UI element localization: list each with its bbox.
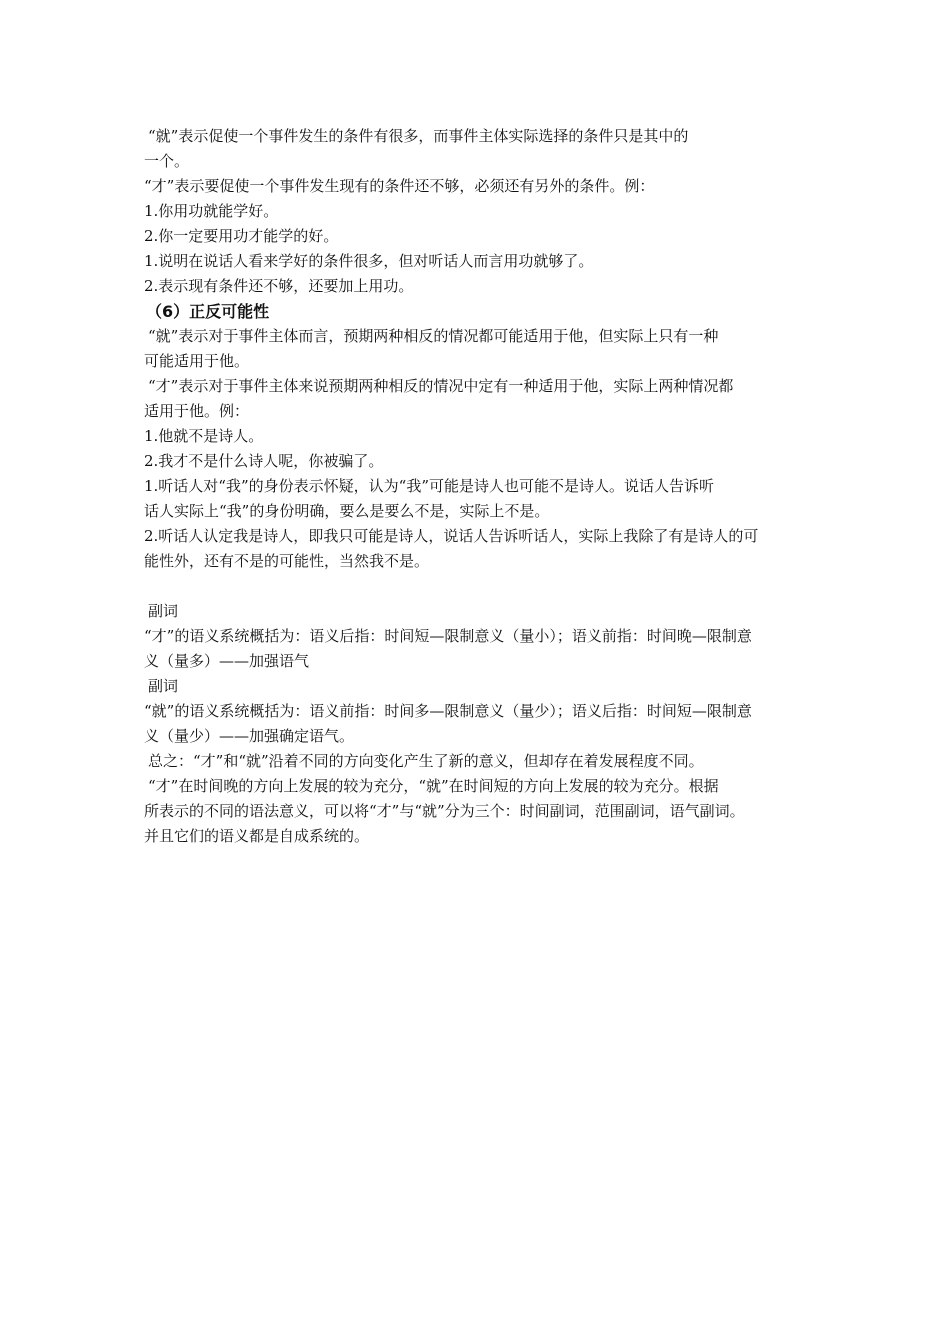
example-line: 2.我才不是什么诗人呢，你被骗了。 bbox=[144, 452, 384, 470]
paragraph-line: 可能适用于他。 bbox=[144, 352, 250, 370]
paragraph-line: 适用于他。例： bbox=[144, 402, 250, 420]
explanation-line: 2.听话人认定我是诗人，即我只可能是诗人，说话人告诉听话人，实际上我除了有是诗人的可 bbox=[144, 527, 759, 545]
paragraph-line: “才”表示要促使一个事件发生现有的条件还不够，必须还有另外的条件。例： bbox=[144, 177, 655, 195]
paragraph-line: 义（量少）——加强确定语气。 bbox=[144, 727, 355, 745]
example-line: 1.你用功就能学好。 bbox=[144, 202, 279, 220]
section-heading: （6）正反可能性 bbox=[146, 302, 270, 321]
paragraph-line: 义（量多）——加强语气 bbox=[144, 652, 310, 670]
term-label: 副词 bbox=[148, 602, 179, 620]
explanation-line: 1.听话人对“我”的身份表示怀疑，认为“我”可能是诗人也可能不是诗人。说话人告诉听 bbox=[144, 477, 714, 495]
document-body bbox=[144, 124, 824, 849]
example-line: 1.他就不是诗人。 bbox=[144, 427, 264, 445]
paragraph-line: “就”表示对于事件主体而言，预期两种相反的情况都可能适用于他，但实际上只有一种 bbox=[148, 327, 719, 345]
summary-line: 总之：“才”和“就”沿着不同的方向变化产生了新的意义，但却存在着发展程度不同。 bbox=[148, 752, 704, 770]
paragraph-line: “就”表示促使一个事件发生的条件有很多，而事件主体实际选择的条件只是其中的 bbox=[148, 127, 689, 145]
paragraph-line: “才”表示对于事件主体来说预期两种相反的情况中定有一种适用于他，实际上两种情况都 bbox=[148, 377, 734, 395]
explanation-line: 1.说明在说话人看来学好的条件很多，但对听话人而言用功就够了。 bbox=[144, 252, 594, 270]
paragraph-line: “才”的语义系统概括为：语义后指：时间短—限制意义（量小）；语义前指：时间晚—限制意 bbox=[144, 627, 752, 645]
summary-line: 所表示的不同的语法意义，可以将“才”与“就”分为三个：时间副词，范围副词，语气副词。 bbox=[144, 802, 745, 820]
paragraph-line: 一个。 bbox=[144, 152, 190, 170]
explanation-line: 话人实际上“我”的身份明确，要么是要么不是，实际上不是。 bbox=[144, 502, 550, 520]
explanation-line: 能性外，还有不是的可能性，当然我不是。 bbox=[144, 552, 430, 570]
term-label: 副词 bbox=[148, 677, 179, 695]
paragraph-line: “就”的语义系统概括为：语义前指：时间多—限制意义（量少）；语义后指：时间短—限制意 bbox=[144, 702, 752, 720]
blank-line bbox=[144, 574, 824, 599]
summary-line: 并且它们的语义都是自成系统的。 bbox=[144, 827, 370, 845]
explanation-line: 2.表示现有条件还不够，还要加上用功。 bbox=[144, 277, 414, 295]
summary-line: “才”在时间晚的方向上发展的较为充分，“就”在时间短的方向上发展的较为充分。根据 bbox=[148, 777, 719, 795]
example-line: 2.你一定要用功才能学的好。 bbox=[144, 227, 339, 245]
